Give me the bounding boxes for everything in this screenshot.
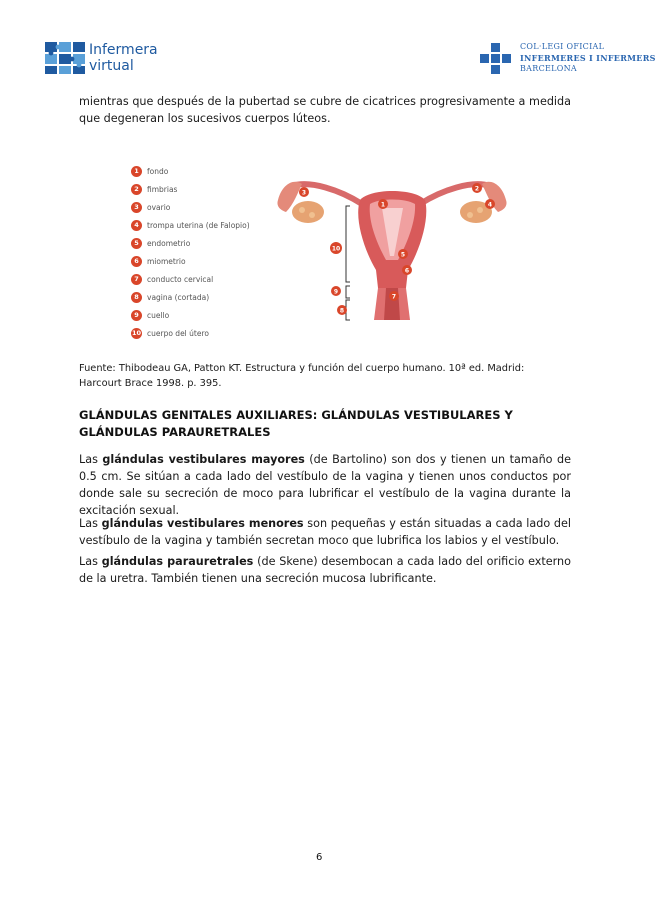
svg-text:6: 6 [404, 267, 410, 275]
svg-text:7: 7 [391, 293, 397, 301]
legend-number: 7 [131, 274, 142, 285]
svg-text:8: 8 [339, 307, 345, 315]
p2-pre: Las [79, 517, 102, 530]
col-legi-logo [478, 42, 656, 82]
legend-item [131, 292, 209, 304]
legend-item [131, 328, 209, 340]
legend-item [131, 184, 177, 196]
legend-label: fondo [147, 167, 169, 176]
legend-label: trompa uterina (de Falopio) [147, 221, 250, 230]
paragraph-menores [79, 515, 571, 549]
paragraph-bartolino [79, 451, 571, 519]
legend-number: 9 [131, 310, 142, 321]
legend-item [131, 238, 190, 250]
legend-number: 4 [131, 220, 142, 231]
p1-post: (de Bartolino) son dos y tienen un tamaño de 0.5 cm. Se sitúan a cada lado del vestíbulo de la vagina y tienen unos conductos por donde sale su secreción de moco para lubrificar el vestíbulo de la vagina durante la excitación sexual. [79, 453, 571, 517]
svg-text:2: 2 [474, 185, 480, 193]
legend-item [131, 166, 168, 178]
svg-text:9: 9 [333, 288, 339, 296]
logo-right-line1: COL·LEGI OFICIAL [520, 42, 605, 51]
p1-pre: Las [79, 453, 103, 466]
p2-bold: glándulas vestibulares menores [101, 517, 304, 530]
legend-item [131, 256, 186, 268]
logo-right-line3: BARCELONA [520, 64, 577, 73]
figure-source: Fuente: Thibodeau GA, Patton KT. Estructura y función del cuerpo humano. 10ª ed. Madrid: Harcourt Brace 1998. p. 395. [79, 363, 525, 389]
puzzle-logo-icon [43, 40, 87, 76]
legend-number: 6 [131, 256, 142, 267]
p3-post: (de Skene) desembocan a cada lado del orificio externo de la uretra. También tienen una secreción mucosa lubrificante. [79, 555, 571, 585]
page-number: 6 [316, 852, 323, 863]
svg-text:1: 1 [380, 201, 386, 209]
p1-bold: glándulas vestibulares mayores [102, 453, 305, 466]
legend-number: 5 [131, 238, 142, 249]
uterus-anatomy-image [270, 170, 515, 332]
cross-logo-icon [478, 42, 514, 78]
p3-pre: Las [79, 555, 102, 568]
legend-label: cuello [147, 311, 170, 320]
p3-bold: glándulas parauretrales [101, 555, 254, 568]
logo-left-line2: virtual [89, 58, 134, 74]
legend-number: 3 [131, 202, 142, 213]
legend-number: 10 [131, 329, 142, 337]
legend-number: 2 [131, 184, 142, 195]
paragraph-skene [79, 553, 571, 587]
legend-label: conducto cervical [147, 275, 214, 284]
legend-label: fimbrias [147, 185, 178, 194]
legend-label: cuerpo del útero [147, 329, 209, 338]
legend-label: endometrio [147, 239, 191, 248]
svg-text:10: 10 [331, 245, 341, 253]
intro-paragraph: mientras que después de la pubertad se cubre de cicatrices progresivamente a medida que degeneran los sucesivos cuerpos lúteos. [79, 95, 571, 125]
section-title: GLÁNDULAS GENITALES AUXILIARES: GLÁNDULAS VESTIBULARES Y GLÁNDULAS PARAURETRALES [79, 408, 513, 439]
legend-item [131, 310, 169, 322]
infermera-virtual-logo [43, 40, 163, 76]
p2-post: son pequeñas y están situadas a cada lado del vestíbulo de la vagina y también secretan moco que lubrifica los labios y el vestíbulo. [79, 517, 571, 547]
uterus-illustration [270, 170, 515, 332]
legend-label: ovario [147, 203, 171, 212]
legend-number: 8 [131, 292, 142, 303]
logo-left-line1: Infermera [89, 42, 158, 58]
legend-label: vagina (cortada) [147, 293, 210, 302]
legend-label: miometrio [147, 257, 186, 266]
legend-item [131, 202, 170, 214]
svg-text:3: 3 [301, 189, 307, 197]
svg-text:4: 4 [487, 201, 493, 209]
legend-item [131, 220, 250, 232]
svg-text:5: 5 [400, 251, 406, 259]
legend-number: 1 [131, 166, 142, 177]
logo-right-line2: INFERMERES I INFERMERS [520, 53, 656, 63]
legend-item [131, 274, 213, 286]
